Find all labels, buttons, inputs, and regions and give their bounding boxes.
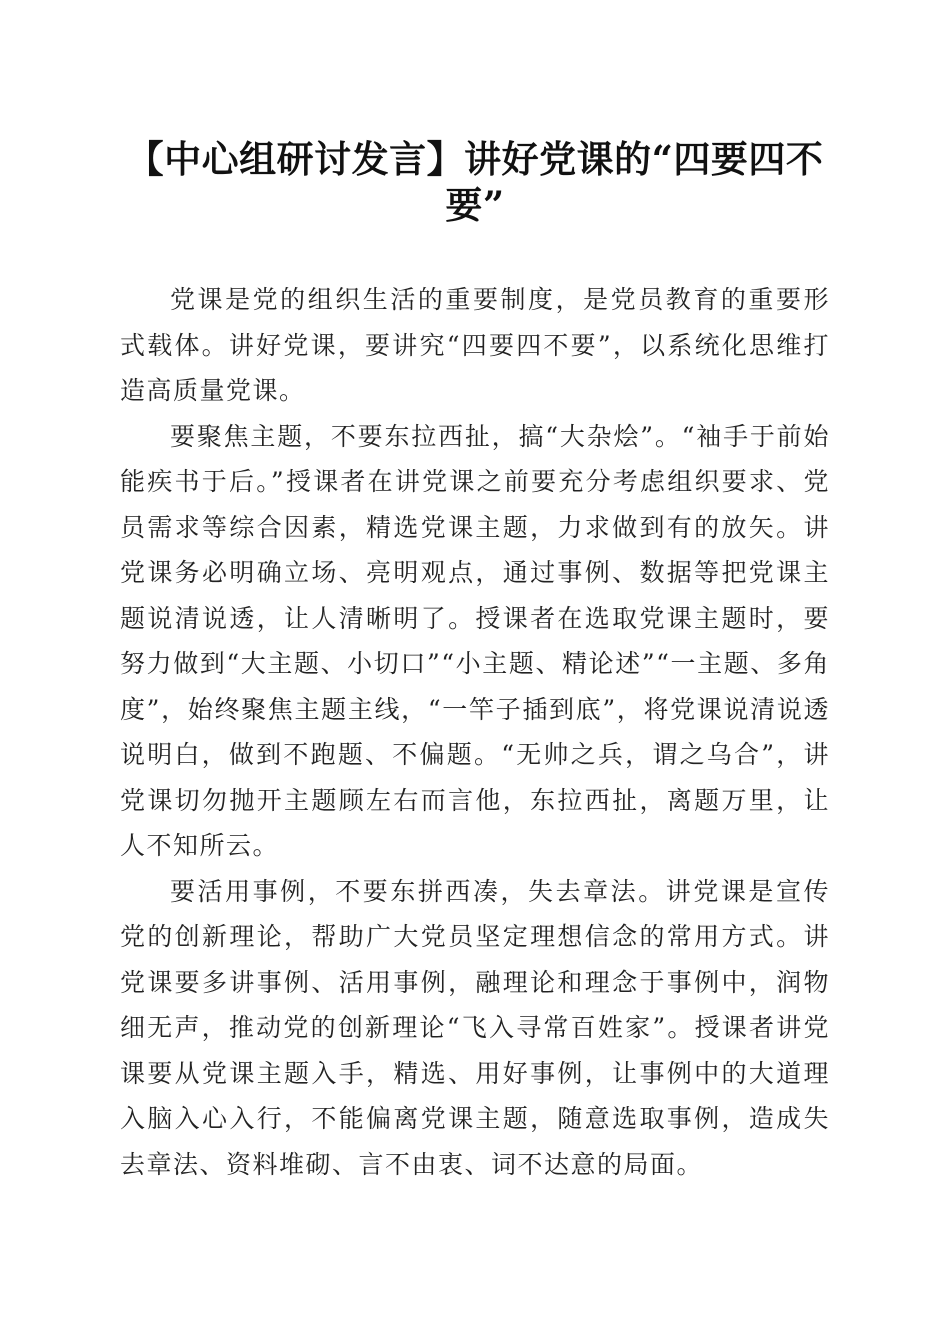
paragraph-use-examples: 要活用事例，不要东拼西凑，失去章法。讲党课是宣传党的创新理论，帮助广大党员坚定理想信念的常用方式。讲党课要多讲事例、活用事例，融理论和理念于事例中，润物细无声，推动党的创新理论“飞入寻常百姓家”。授课者讲党课要从党课主题入手，精选、用好事例，让事例中的大道理入脑入心入行，不能偏离党课主题，随意选取事例，造成失去章法、资料堆砌、言不由衷、词不达意的局面。 [120,876,830,1179]
document-body [120,277,830,1187]
paragraph-focus-theme: 要聚焦主题，不要东拉西扯，搞“大杂烩”。“袖手于前始能疾书于后。”授课者在讲党课之前要充分考虑组织要求、党员需求等综合因素，精选党课主题，力求做到有的放矢。讲党课务必明确立场、亮明观点，通过事例、数据等把党课主题说清说透，让人清晰明了。授课者在选取党课主题时，要努力做到“大主题、小切口”“小主题、精论述”“一主题、多角度”，始终聚焦主题主线，“一竿子插到底”，将党课说清说透说明白，做到不跑题、不偏题。“无帅之兵，谓之乌合”，讲党课切勿抛开主题顾左右而言他，东拉西扯，离题万里，让人不知所云。 [120,421,830,860]
paragraph-intro: 党课是党的组织生活的重要制度，是党员教育的重要形式载体。讲好党课，要讲究“四要四不要”，以系统化思维打造高质量党课。 [120,285,830,405]
document-title: 【中心组研讨发言】讲好党课的“四要四不要” [126,137,824,227]
